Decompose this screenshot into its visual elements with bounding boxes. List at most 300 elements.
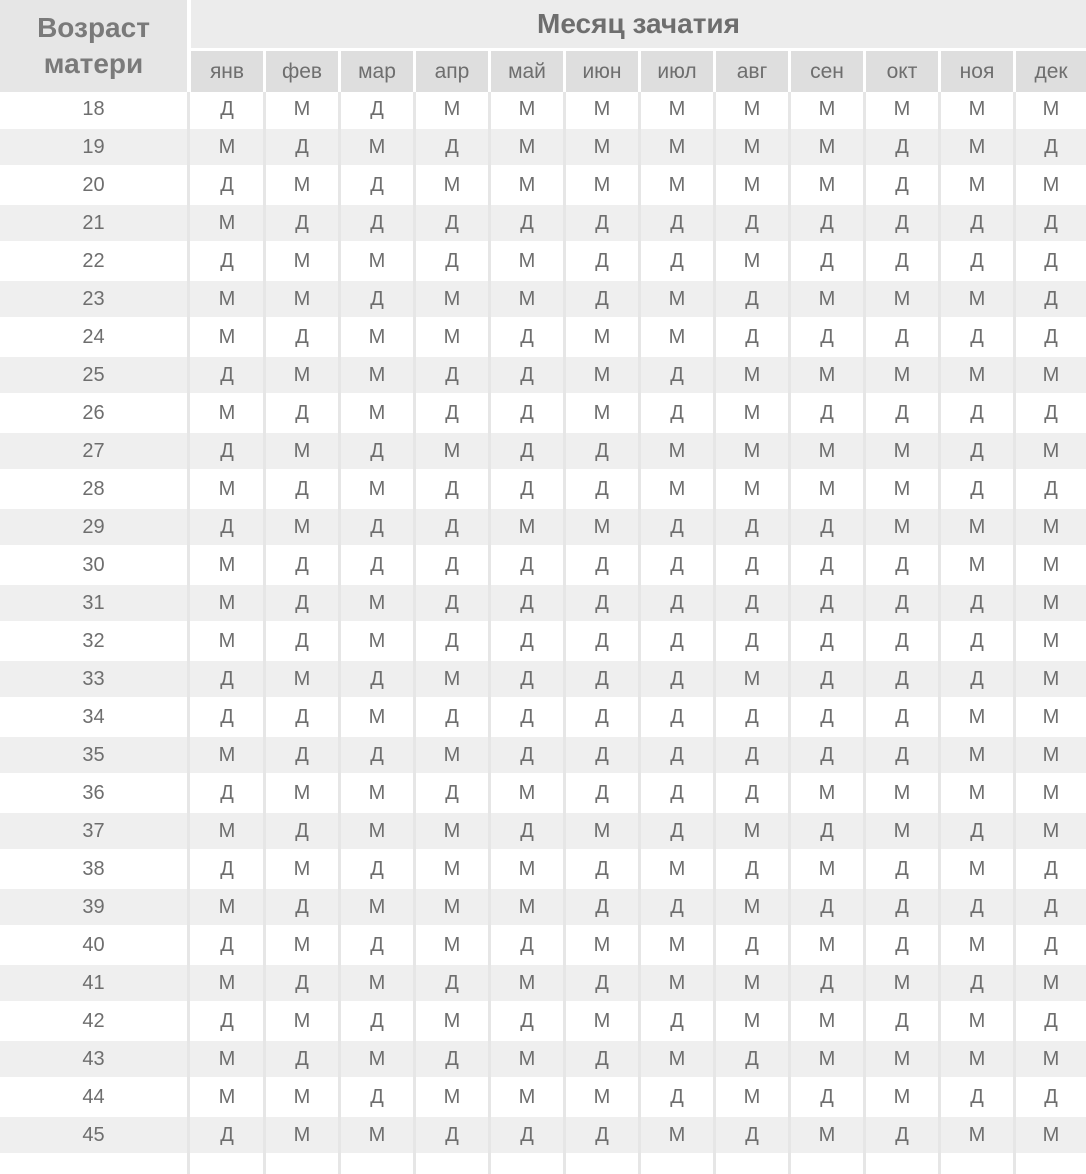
- table-cell: Д: [595, 744, 609, 766]
- table-cell: Д: [445, 554, 459, 576]
- table-cell: М: [743, 364, 761, 386]
- table-cell: Д: [820, 212, 834, 234]
- table-cell: Д: [445, 1048, 459, 1070]
- month-header-9: окт: [866, 51, 938, 92]
- table-cell: Д: [220, 440, 234, 462]
- table-cell: М: [293, 288, 311, 310]
- table-cell: Д: [745, 554, 759, 576]
- table-cell: Д: [1044, 1010, 1058, 1032]
- table-cell: Д: [220, 250, 234, 272]
- table-cell: Д: [295, 592, 309, 614]
- table-cell: Д: [895, 668, 909, 690]
- table-cell: Д: [520, 744, 534, 766]
- table-cell: М: [368, 782, 386, 804]
- table-cell: Д: [970, 478, 984, 500]
- table-cell: М: [293, 174, 311, 196]
- table-cell: М: [593, 934, 611, 956]
- table-cell: М: [518, 972, 536, 994]
- table-cell: Д: [670, 592, 684, 614]
- table-cell: Д: [895, 592, 909, 614]
- month-header-5: июн: [566, 51, 638, 92]
- table-cell: М: [218, 820, 236, 842]
- table-cell: Д: [595, 858, 609, 880]
- table-cell: М: [443, 858, 461, 880]
- table-cell: Д: [745, 744, 759, 766]
- table-cell: М: [668, 326, 686, 348]
- table-cell: М: [818, 1010, 836, 1032]
- table-cell: Д: [670, 1010, 684, 1032]
- table-cell: Д: [295, 820, 309, 842]
- table-cell: Д: [970, 326, 984, 348]
- table-cell: Д: [670, 364, 684, 386]
- table-cell: Д: [820, 896, 834, 918]
- table-cell: М: [743, 1010, 761, 1032]
- table-cell: Д: [595, 668, 609, 690]
- month-group-header: Месяц зачатия: [191, 0, 1086, 48]
- table-cell: М: [968, 706, 986, 728]
- table-cell: М: [968, 782, 986, 804]
- age-cell: 18: [82, 98, 105, 120]
- table-cell: М: [968, 934, 986, 956]
- age-cell: 28: [82, 478, 105, 500]
- table-cell: М: [218, 136, 236, 158]
- table-cell: Д: [520, 440, 534, 462]
- month-header-11: дек: [1016, 51, 1086, 92]
- month-header-0: янв: [191, 51, 263, 92]
- table-cell: М: [818, 364, 836, 386]
- table-cell: М: [743, 972, 761, 994]
- table-cell: М: [443, 896, 461, 918]
- table-cell: М: [668, 972, 686, 994]
- age-column-header: [0, 0, 187, 92]
- table-cell: Д: [745, 326, 759, 348]
- age-cell: 26: [82, 402, 105, 424]
- table-cell: М: [668, 136, 686, 158]
- table-cell: Д: [595, 554, 609, 576]
- table-cell: Д: [670, 630, 684, 652]
- table-cell: М: [593, 402, 611, 424]
- age-cell: 22: [82, 250, 105, 272]
- table-cell: Д: [745, 858, 759, 880]
- table-cell: Д: [895, 136, 909, 158]
- table-cell: Д: [970, 668, 984, 690]
- age-header-line1: Возраст: [37, 12, 150, 43]
- table-cell: Д: [520, 706, 534, 728]
- table-cell: Д: [745, 706, 759, 728]
- table-cell: Д: [595, 706, 609, 728]
- table-cell: М: [593, 1086, 611, 1108]
- table-cell: Д: [520, 1124, 534, 1146]
- table-cell: М: [218, 326, 236, 348]
- table-cell: М: [1042, 630, 1060, 652]
- age-cell: 40: [82, 934, 105, 956]
- table-cell: Д: [445, 592, 459, 614]
- table-cell: М: [743, 478, 761, 500]
- table-cell: Д: [895, 896, 909, 918]
- table-cell: М: [293, 858, 311, 880]
- table-cell: М: [443, 820, 461, 842]
- table-cell: М: [1042, 668, 1060, 690]
- table-cell: М: [518, 250, 536, 272]
- table-cell: Д: [220, 706, 234, 728]
- table-cell: М: [368, 972, 386, 994]
- table-cell: М: [218, 288, 236, 310]
- table-cell: М: [743, 668, 761, 690]
- table-cell: Д: [520, 630, 534, 652]
- table-cell: Д: [595, 250, 609, 272]
- table-cell: Д: [520, 934, 534, 956]
- table-cell: Д: [595, 896, 609, 918]
- table-cell: Д: [370, 934, 384, 956]
- table-cell: Д: [820, 744, 834, 766]
- table-cell: Д: [370, 516, 384, 538]
- table-cell: М: [743, 250, 761, 272]
- table-cell: Д: [745, 1124, 759, 1146]
- table-cell: М: [893, 364, 911, 386]
- table-cell: М: [218, 630, 236, 652]
- table-cell: М: [743, 98, 761, 120]
- table-cell: Д: [445, 212, 459, 234]
- table-cell: Д: [820, 402, 834, 424]
- table-cell: М: [368, 250, 386, 272]
- table-cell: М: [893, 98, 911, 120]
- table-cell: Д: [970, 1086, 984, 1108]
- table-cell: М: [293, 364, 311, 386]
- table-cell: М: [818, 1124, 836, 1146]
- table-cell: Д: [520, 402, 534, 424]
- table-cell: Д: [670, 744, 684, 766]
- table-cell: Д: [445, 516, 459, 538]
- month-header-8: сен: [791, 51, 863, 92]
- table-cell: М: [1042, 440, 1060, 462]
- table-cell: М: [218, 478, 236, 500]
- table-cell: М: [1042, 174, 1060, 196]
- table-cell: Д: [520, 1010, 534, 1032]
- table-cell: М: [443, 744, 461, 766]
- table-cell: Д: [745, 782, 759, 804]
- month-header-2: мар: [341, 51, 413, 92]
- table-cell: Д: [370, 1010, 384, 1032]
- table-cell: М: [218, 212, 236, 234]
- table-cell: М: [593, 98, 611, 120]
- table-cell: Д: [820, 326, 834, 348]
- table-cell: М: [1042, 554, 1060, 576]
- table-cell: М: [893, 440, 911, 462]
- age-cell: 45: [82, 1124, 105, 1146]
- table-cell: М: [443, 288, 461, 310]
- table-cell: М: [893, 478, 911, 500]
- table-cell: М: [293, 1124, 311, 1146]
- table-cell: Д: [970, 402, 984, 424]
- table-cell: М: [368, 364, 386, 386]
- table-cell: М: [818, 1048, 836, 1070]
- table-cell: М: [368, 706, 386, 728]
- table-cell: М: [893, 516, 911, 538]
- table-cell: М: [818, 288, 836, 310]
- table-cell: Д: [820, 250, 834, 272]
- table-cell: Д: [895, 1124, 909, 1146]
- table-cell: Д: [220, 174, 234, 196]
- table-cell: М: [743, 174, 761, 196]
- table-cell: Д: [445, 706, 459, 728]
- age-cell: 30: [82, 554, 105, 576]
- table-cell: Д: [670, 250, 684, 272]
- table-cell: Д: [445, 1124, 459, 1146]
- table-cell: М: [668, 858, 686, 880]
- table-cell: Д: [445, 136, 459, 158]
- table-cell: М: [1042, 820, 1060, 842]
- table-cell: М: [668, 98, 686, 120]
- table-cell: М: [293, 98, 311, 120]
- table-cell: М: [968, 288, 986, 310]
- age-cell: 19: [82, 136, 105, 158]
- table-cell: М: [368, 136, 386, 158]
- table-cell: М: [593, 174, 611, 196]
- table-cell: Д: [595, 592, 609, 614]
- table-cell: М: [968, 744, 986, 766]
- table-cell: М: [818, 136, 836, 158]
- table-cell: Д: [370, 440, 384, 462]
- age-cell: 27: [82, 440, 105, 462]
- table-cell: М: [443, 174, 461, 196]
- table-cell: Д: [820, 630, 834, 652]
- table-cell: Д: [970, 820, 984, 842]
- table-cell: Д: [670, 516, 684, 538]
- table-cell: Д: [295, 212, 309, 234]
- table-cell: Д: [595, 1048, 609, 1070]
- table-cell: Д: [370, 288, 384, 310]
- table-cell: М: [968, 1124, 986, 1146]
- table-cell: М: [443, 668, 461, 690]
- table-cell: М: [368, 630, 386, 652]
- table-cell: Д: [370, 1086, 384, 1108]
- table-cell: М: [818, 858, 836, 880]
- table-cell: Д: [745, 288, 759, 310]
- table-cell: Д: [520, 592, 534, 614]
- column-divider: [187, 92, 190, 1174]
- table-cell: М: [893, 1048, 911, 1070]
- table-cell: М: [593, 1010, 611, 1032]
- table-cell: Д: [220, 1010, 234, 1032]
- table-cell: М: [743, 136, 761, 158]
- table-cell: М: [818, 782, 836, 804]
- table-cell: Д: [445, 250, 459, 272]
- table-cell: М: [368, 592, 386, 614]
- table-cell: М: [368, 402, 386, 424]
- table-cell: М: [218, 592, 236, 614]
- table-cell: М: [968, 1010, 986, 1032]
- table-cell: Д: [670, 212, 684, 234]
- table-cell: Д: [520, 364, 534, 386]
- table-cell: М: [293, 782, 311, 804]
- table-cell: М: [293, 668, 311, 690]
- table-cell: Д: [670, 402, 684, 424]
- table-cell: М: [593, 364, 611, 386]
- table-cell: Д: [895, 326, 909, 348]
- table-cell: Д: [895, 174, 909, 196]
- table-cell: Д: [820, 706, 834, 728]
- table-cell: Д: [895, 858, 909, 880]
- table-cell: Д: [220, 934, 234, 956]
- table-cell: М: [218, 896, 236, 918]
- table-cell: Д: [970, 972, 984, 994]
- table-cell: М: [818, 174, 836, 196]
- table-cell: Д: [1044, 136, 1058, 158]
- table-cell: Д: [745, 630, 759, 652]
- table-cell: М: [1042, 592, 1060, 614]
- table-cell: М: [218, 554, 236, 576]
- table-cell: М: [518, 516, 536, 538]
- age-cell: 36: [82, 782, 105, 804]
- table-cell: Д: [670, 896, 684, 918]
- table-cell: Д: [970, 440, 984, 462]
- table-cell: М: [818, 934, 836, 956]
- table-cell: М: [593, 326, 611, 348]
- table-cell: М: [743, 1086, 761, 1108]
- table-cell: М: [518, 136, 536, 158]
- table-cell: М: [668, 934, 686, 956]
- age-cell: 34: [82, 706, 105, 728]
- table-cell: М: [518, 1048, 536, 1070]
- table-cell: М: [893, 1086, 911, 1108]
- table-cell: Д: [670, 1086, 684, 1108]
- table-cell: М: [218, 1048, 236, 1070]
- table-cell: Д: [670, 668, 684, 690]
- table-cell: Д: [220, 98, 234, 120]
- table-cell: Д: [970, 212, 984, 234]
- table-cell: Д: [595, 478, 609, 500]
- table-cell: Д: [370, 668, 384, 690]
- table-cell: Д: [1044, 478, 1058, 500]
- table-cell: М: [1042, 364, 1060, 386]
- table-cell: М: [743, 820, 761, 842]
- table-cell: Д: [520, 478, 534, 500]
- table-cell: Д: [595, 630, 609, 652]
- age-cell: 43: [82, 1048, 105, 1070]
- table-cell: М: [443, 934, 461, 956]
- table-cell: Д: [520, 326, 534, 348]
- table-cell: Д: [520, 668, 534, 690]
- table-cell: Д: [295, 478, 309, 500]
- table-cell: Д: [445, 364, 459, 386]
- age-cell: 41: [82, 972, 105, 994]
- table-cell: Д: [370, 98, 384, 120]
- table-cell: Д: [370, 554, 384, 576]
- table-cell: Д: [295, 402, 309, 424]
- table-cell: М: [518, 98, 536, 120]
- table-cell: М: [893, 288, 911, 310]
- table-cell: М: [1042, 782, 1060, 804]
- table-cell: Д: [295, 554, 309, 576]
- age-cell: 31: [82, 592, 105, 614]
- table-cell: Д: [595, 972, 609, 994]
- table-cell: Д: [445, 972, 459, 994]
- table-cell: М: [968, 174, 986, 196]
- age-cell: 38: [82, 858, 105, 880]
- age-cell: 39: [82, 896, 105, 918]
- table-cell: Д: [295, 706, 309, 728]
- table-cell: М: [968, 516, 986, 538]
- table-cell: М: [968, 364, 986, 386]
- table-cell: Д: [670, 554, 684, 576]
- table-cell: М: [293, 516, 311, 538]
- table-cell: М: [968, 554, 986, 576]
- table-cell: М: [518, 858, 536, 880]
- table-cell: М: [668, 288, 686, 310]
- table-cell: Д: [670, 820, 684, 842]
- table-cell: Д: [1044, 934, 1058, 956]
- table-cell: М: [668, 1124, 686, 1146]
- table-cell: Д: [220, 516, 234, 538]
- table-cell: Д: [970, 592, 984, 614]
- age-cell: 35: [82, 744, 105, 766]
- table-cell: Д: [745, 592, 759, 614]
- table-cell: М: [293, 250, 311, 272]
- table-cell: Д: [895, 934, 909, 956]
- age-cell: 25: [82, 364, 105, 386]
- table-cell: Д: [1044, 326, 1058, 348]
- table-cell: М: [668, 1048, 686, 1070]
- table-cell: Д: [820, 820, 834, 842]
- table-cell: М: [518, 288, 536, 310]
- table-cell: М: [368, 820, 386, 842]
- age-cell: 37: [82, 820, 105, 842]
- table-cell: Д: [970, 250, 984, 272]
- table-cell: Д: [520, 820, 534, 842]
- age-cell: 42: [82, 1010, 105, 1032]
- age-cell: 44: [82, 1086, 105, 1108]
- table-cell: М: [743, 896, 761, 918]
- table-cell: М: [293, 934, 311, 956]
- table-cell: М: [668, 478, 686, 500]
- table-cell: Д: [895, 250, 909, 272]
- table-cell: Д: [370, 744, 384, 766]
- table-cell: М: [218, 972, 236, 994]
- table-cell: М: [443, 1010, 461, 1032]
- table-cell: М: [218, 744, 236, 766]
- table-cell: М: [668, 440, 686, 462]
- table-cell: Д: [1044, 858, 1058, 880]
- table-cell: Д: [820, 972, 834, 994]
- table-cell: Д: [220, 364, 234, 386]
- table-cell: Д: [1044, 288, 1058, 310]
- table-cell: М: [218, 402, 236, 424]
- table-cell: М: [518, 1086, 536, 1108]
- table-cell: М: [368, 478, 386, 500]
- table-cell: Д: [595, 440, 609, 462]
- table-cell: М: [968, 1048, 986, 1070]
- table-cell: Д: [820, 554, 834, 576]
- table-cell: Д: [1044, 250, 1058, 272]
- table-cell: М: [1042, 1048, 1060, 1070]
- table-cell: Д: [295, 136, 309, 158]
- table-cell: Д: [595, 212, 609, 234]
- table-cell: Д: [1044, 896, 1058, 918]
- table-cell: Д: [970, 630, 984, 652]
- table-cell: Д: [1044, 402, 1058, 424]
- table-cell: М: [818, 440, 836, 462]
- table-cell: М: [818, 478, 836, 500]
- table-cell: Д: [595, 288, 609, 310]
- table-cell: Д: [745, 1048, 759, 1070]
- table-cell: М: [968, 858, 986, 880]
- table-cell: М: [893, 972, 911, 994]
- table-cell: Д: [295, 326, 309, 348]
- table-cell: М: [893, 782, 911, 804]
- table-cell: Д: [445, 782, 459, 804]
- table-cell: М: [293, 440, 311, 462]
- table-cell: Д: [445, 478, 459, 500]
